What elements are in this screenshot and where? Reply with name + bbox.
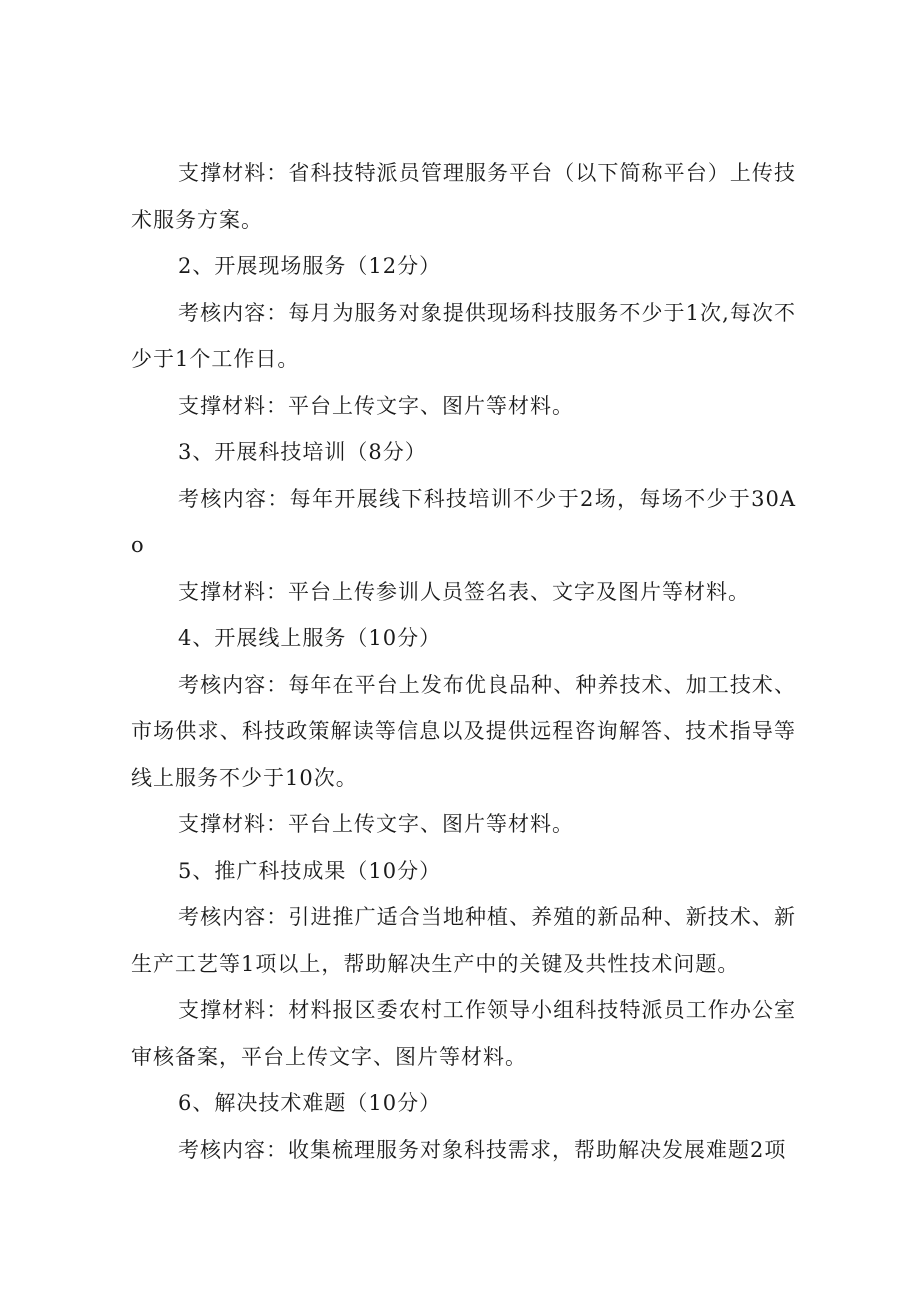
paragraph-assessment-training: 考核内容：每年开展线下科技培训不少于2场，每场不少于30Ao — [131, 486, 796, 557]
paragraph-support-promote: 支撑材料：材料报区委农村工作领导小组科技特派员工作办公室审核备案，平台上传文字、图片等材料。 — [131, 998, 796, 1069]
paragraph-assessment-solve: 考核内容：收集梳理服务对象科技需求，帮助解决发展难题2项 — [178, 1137, 787, 1162]
heading-solve-problems: 6、解决技术难题（10分） — [178, 1091, 442, 1115]
heading-online-service: 4、开展线上服务（10分） — [178, 626, 442, 650]
paragraph-support-onsite: 支撑材料：平台上传文字、图片等材料。 — [178, 393, 574, 418]
heading-onsite-service: 2、开展现场服务（12分） — [178, 254, 442, 278]
paragraph-support-materials-1: 支撑材料：省科技特派员管理服务平台（以下简称平台）上传技术服务方案。 — [131, 161, 796, 232]
paragraph-assessment-onsite: 考核内容：每月为服务对象提供现场科技服务不少于1次,每次不少于1个工作日。 — [131, 300, 796, 371]
paragraph-assessment-online: 考核内容：每年在平台上发布优良品种、种养技术、加工技术、市场供求、科技政策解读等信息以及提供远程咨询解答、技术指导等线上服务不少于10次。 — [131, 672, 796, 790]
heading-promote-achievements: 5、推广科技成果（10分） — [178, 858, 442, 883]
document-body — [131, 150, 796, 1173]
paragraph-support-online: 支撑材料：平台上传文字、图片等材料。 — [178, 812, 574, 836]
paragraph-assessment-promote: 考核内容：引进推广适合当地种植、养殖的新品种、新技术、新生产工艺等1项以上，帮助解决生产中的关键及共性技术问题。 — [131, 905, 796, 976]
paragraph-support-training: 支撑材料：平台上传参训人员签名表、文字及图片等材料。 — [178, 579, 750, 604]
heading-training: 3、开展科技培训（8分） — [178, 440, 427, 464]
